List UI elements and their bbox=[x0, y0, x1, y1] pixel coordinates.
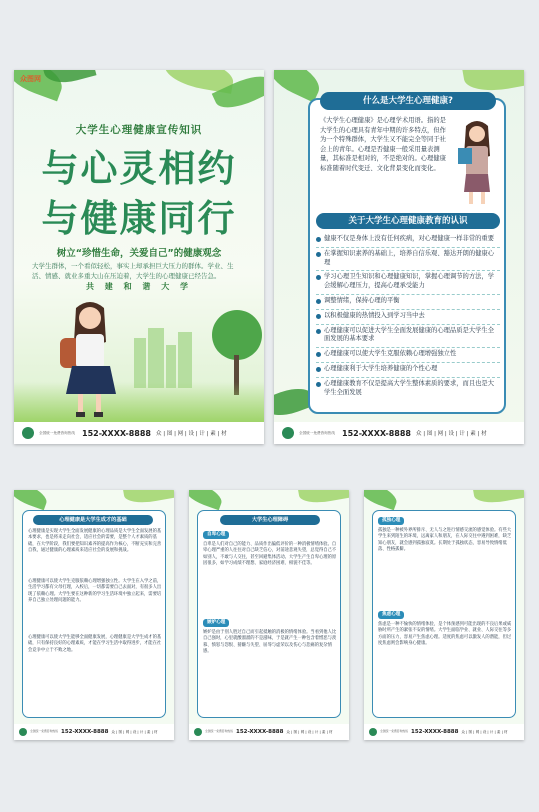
bullet-icon bbox=[316, 275, 321, 280]
content-card bbox=[197, 510, 341, 718]
brand-logo-icon bbox=[19, 728, 27, 736]
list-item bbox=[316, 348, 500, 363]
poster-chars bbox=[32, 281, 246, 292]
bullet-icon bbox=[316, 352, 321, 357]
char: 共 bbox=[86, 282, 98, 291]
poster-body-text: 大学生群体，一个看似轻松，事实上却承担巨大压力的群体。学业、生活、情感、就业多重大山在压迫着，大学生的心理健康已经告急。 bbox=[32, 262, 234, 280]
subheading-badge: 自卑心理 bbox=[203, 531, 229, 539]
list-item-text: 学习心理卫生知识和心理健康知识，掌握心理调节的方法，学会缓解心理压力，提高心理承受能力 bbox=[324, 273, 495, 290]
footer-bar bbox=[14, 724, 174, 740]
paragraph-text: 心理健康可以使大学生克服依赖心理增强独立性。大学生在入学之前，生活学习都有父母打理，入校后，一切都需要自己去面对，有很多人出现了依赖心理。大学生要在这种新的学习生活环境中独立起来，需要培养自己独立处理问题的能力。 bbox=[28, 579, 162, 603]
footer-tags: 众 | 图 | 网 | 设 | 计 | 素 | 材 bbox=[415, 431, 487, 437]
footer-hotline-label: 全国统一免费咨询热线 bbox=[205, 729, 233, 734]
list-item bbox=[316, 325, 500, 349]
list-item-text: 调整情绪，保持心理的平衡 bbox=[324, 296, 400, 304]
bullet-icon bbox=[316, 382, 321, 387]
list-item bbox=[316, 363, 500, 378]
watermark-logo: 众图网 bbox=[20, 75, 41, 83]
brand-logo-icon bbox=[282, 427, 294, 439]
leaf-decoration bbox=[473, 490, 524, 506]
section-heading: 什么是大学生心理健康? bbox=[320, 92, 496, 110]
section-heading: 心理健康是大学生成才的基础 bbox=[33, 515, 153, 525]
poster-knowledge bbox=[274, 70, 524, 444]
subheading-badge: 焦虑心理 bbox=[378, 611, 404, 619]
content-card bbox=[372, 510, 516, 718]
student-girl-illustration bbox=[54, 298, 134, 422]
section-heading: 关于大学生心理健康教育的认识 bbox=[316, 213, 500, 229]
footer-tags: 众 | 图 | 网 | 设 | 计 | 素 | 材 bbox=[286, 729, 333, 734]
char: 学 bbox=[179, 282, 192, 291]
list-item bbox=[316, 378, 500, 401]
content-card bbox=[22, 510, 166, 718]
bullet-icon bbox=[316, 329, 321, 334]
list-item bbox=[316, 248, 500, 272]
intro-text: 《大学生心理健康》是心理学术用语。指的是大学生的心理具有青年中期的许多特点，但作为一个特殊群体，大学生又不能完全等同于社会上的青年。心理是否健康一般采用量表测量，其标准是相对的，不是绝对的。心理健康标准随着时代变迁、文化背景变化而变化。 bbox=[320, 117, 446, 172]
list-item bbox=[316, 310, 500, 325]
list-item-text: 心理健康利于大学生培养健康的个性心理 bbox=[324, 364, 438, 372]
paragraph-text: 心理健康是实现大学生全面发展健康的心理品质是大学生全面发展的基本要求，也是将来走向社会，适应社会的需要，是整个人才素质的基础，在大学阶段，我们要把知识素养的提高作为核心，不断充实和完善自我，通过健康的心理素质来适应社会的发展和挑战。 bbox=[28, 529, 162, 553]
subheading-badge: 孤独心理 bbox=[378, 517, 404, 525]
knowledge-card bbox=[308, 98, 506, 414]
brand-logo-icon bbox=[22, 427, 34, 439]
leaf-decoration bbox=[14, 490, 50, 510]
list-item bbox=[316, 233, 500, 248]
subheading-badge: 嫉妒心理 bbox=[203, 619, 229, 627]
leaf-decoration bbox=[123, 490, 174, 506]
footer-hotline-label: 全国统一免费咨询热线 bbox=[380, 729, 408, 734]
list-item-text: 心理健康可以使大学生克服依赖心理增强独立性 bbox=[324, 350, 457, 358]
footer-hotline-label: 全国统一免费咨询热线 bbox=[39, 430, 75, 435]
footer-tags: 众 | 图 | 网 | 设 | 计 | 素 | 材 bbox=[155, 431, 227, 437]
list-item-text: 在掌握知识素养的基础上，培养自信乐观、豁达开朗的健康心理 bbox=[324, 249, 495, 266]
footer-tags: 众 | 图 | 网 | 设 | 计 | 素 | 材 bbox=[111, 729, 158, 734]
paragraph-text: 焦虑是一种不愉快的情绪体验，是个体预感到可能出现的不良后果或威胁时所产生的紧张不安的情绪。大学生面临学业、就业、人际交往等多方面的压力，容易产生焦虑心理。适度的焦虑可以激发人的潜能，但过度焦虑则会影响身心健康。 bbox=[378, 622, 512, 646]
building-illustration bbox=[178, 332, 192, 388]
paragraph-text: 嫉妒是由于别人胜过自己而引起抵触的消极的情绪体验。当看到他人比自己强时，心里就酸溜溜的不是滋味，于是就产生一种包含着憎恶与羡慕、愤怒与怨恨、猜嫌与失望、屈辱与虚荣以及伤心与悲痛的复杂情感。 bbox=[203, 630, 337, 654]
footer-tags: 众 | 图 | 网 | 设 | 计 | 素 | 材 bbox=[461, 729, 508, 734]
poster-title-line1: 与心灵相约 bbox=[41, 147, 237, 190]
grass bbox=[14, 382, 264, 422]
list-item bbox=[316, 271, 500, 295]
building-illustration bbox=[148, 328, 164, 388]
leaf-decoration bbox=[189, 490, 225, 510]
poster-obstacles bbox=[189, 490, 349, 740]
list-item-text: 心理健康可以促进大学生全面发展健康的心理品质是大学生全面发展的基本要求 bbox=[324, 326, 495, 343]
section-heading: 大学生心理障碍 bbox=[220, 515, 320, 525]
leaf-decoration bbox=[364, 490, 400, 510]
poster-main-title bbox=[14, 70, 264, 444]
paragraph-text: 孤独是一种被外界所排斥、无人与之进行情感交流的感觉体验。有些大学生来到陌生的环境，远离家人和朋友，在人际交往中遇到困难，缺乏知心朋友，就会感到孤独寂寞。长期处于孤独状态，容易导致情绪低落、性格孤僻。 bbox=[378, 528, 512, 552]
footer-bar bbox=[364, 724, 524, 740]
footer-phone: 152-XXXX-8888 bbox=[342, 428, 411, 438]
char: 大 bbox=[161, 282, 174, 291]
footer-phone: 152-XXXX-8888 bbox=[82, 428, 151, 438]
paragraph-text: 心理健康可以使大学生能够全面健康发展，心理健康是大学生成才的基础，只有保持良好的心理素质，才能在学习生活中取得进步，才能在社会竞争中立于不败之地。 bbox=[28, 635, 162, 653]
paragraph-text: 自卑是人们对自己的能力、品质作出偏低评价的一种消极情绪体验。自卑心理严重的人往往对自己缺乏信心，对前途悲观失望，总觉得自己不如别人，不敢与人交往，甚至回避集体活动。大学生产生自卑心理的原因很多，如学习成绩不理想、家庭经济困难、相貌不佳等。 bbox=[203, 542, 337, 566]
list-item bbox=[316, 295, 500, 310]
poster-psychology bbox=[364, 490, 524, 740]
brand-logo-icon bbox=[369, 728, 377, 736]
char: 谐 bbox=[142, 282, 155, 291]
list-item-text: 以积极健康的热情投入到学习当中去 bbox=[324, 311, 425, 319]
leaf-decoration bbox=[298, 490, 349, 506]
knowledge-list bbox=[316, 233, 500, 400]
footer-bar bbox=[14, 422, 264, 444]
tree-illustration bbox=[212, 310, 262, 360]
poster-subtitle: 大学生心理健康宣传知识 bbox=[75, 124, 203, 136]
brand-logo-icon bbox=[194, 728, 202, 736]
building-illustration bbox=[134, 338, 146, 388]
char: 建 bbox=[104, 282, 117, 291]
bullet-icon bbox=[316, 314, 321, 319]
footer-bar bbox=[189, 724, 349, 740]
footer-hotline-label: 全国统一免费咨询热线 bbox=[30, 729, 58, 734]
footer-phone: 152-XXXX-8888 bbox=[236, 729, 284, 735]
bullet-icon bbox=[316, 252, 321, 257]
footer-phone: 152-XXXX-8888 bbox=[411, 729, 459, 735]
bullet-icon bbox=[316, 367, 321, 372]
bullet-icon bbox=[316, 237, 321, 242]
poster-slogan: 树立“珍惜生命，关爱自己”的健康观念 bbox=[56, 248, 222, 259]
char: 和 bbox=[123, 282, 136, 291]
footer-bar bbox=[274, 422, 524, 444]
footer-hotline-label: 全国统一免费咨询热线 bbox=[299, 430, 335, 435]
poster-title-line2: 与健康同行 bbox=[41, 197, 237, 240]
bullet-icon bbox=[316, 299, 321, 304]
footer-phone: 152-XXXX-8888 bbox=[61, 729, 109, 735]
student-holding-books-illustration bbox=[454, 118, 500, 206]
list-item-text: 健康不仅是身体上没有任何疾病，对心理健康一样非常的重要 bbox=[324, 235, 495, 242]
poster-foundation bbox=[14, 490, 174, 740]
list-item-text: 心理健康教育不仅是提高大学生整体素质的要求，而且也是大学生全面发展 bbox=[324, 379, 495, 396]
